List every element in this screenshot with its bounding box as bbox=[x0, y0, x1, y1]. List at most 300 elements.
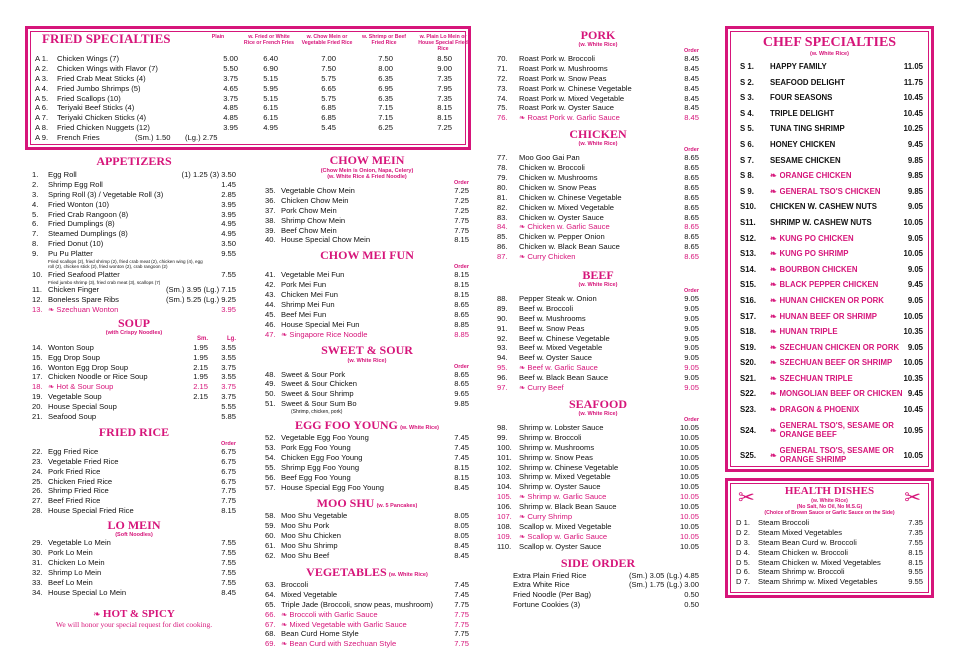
item-code: 25. bbox=[32, 476, 43, 486]
chow-mein-list bbox=[265, 180, 469, 245]
item-name: House Special Lo Mein bbox=[48, 587, 127, 597]
menu-item bbox=[497, 242, 699, 252]
item-price-lg: 3.55 bbox=[221, 342, 236, 352]
item-code: 44. bbox=[265, 300, 276, 310]
item-name: Beef Lo Mein bbox=[48, 577, 93, 587]
item-name: Shrimp Egg Roll bbox=[48, 179, 103, 189]
item-code: 75. bbox=[497, 103, 508, 113]
item-price: 9.05 bbox=[907, 264, 923, 274]
item-price: 7.75 bbox=[454, 599, 469, 609]
item-price: 7.25 bbox=[454, 205, 469, 215]
menu-item bbox=[265, 600, 469, 610]
item-name: Curry Chicken bbox=[527, 252, 576, 262]
health-right-figure-icon: ✂ bbox=[904, 487, 921, 509]
item-price: 10.45 bbox=[903, 405, 923, 415]
item-name: Fried Crab Meat Sticks (4) bbox=[57, 73, 146, 83]
menu-item bbox=[265, 330, 469, 340]
item-name: Bean Curd with Szechuan Style bbox=[289, 639, 397, 649]
item-price: 9.05 bbox=[684, 303, 699, 313]
item-name: SHRIMP W. CASHEW NUTS bbox=[770, 217, 872, 227]
item-code: 34. bbox=[32, 587, 43, 597]
menu-item bbox=[32, 249, 236, 259]
item-code: S 3. bbox=[740, 93, 754, 103]
seafood-list bbox=[497, 417, 699, 552]
item-code: 74. bbox=[497, 93, 508, 103]
item-code: 81. bbox=[497, 192, 508, 202]
item-price: 10.45 bbox=[903, 93, 923, 103]
item-price: 7.35 bbox=[908, 527, 923, 537]
menu-item bbox=[497, 580, 699, 590]
item-price: 3.50 bbox=[221, 239, 236, 249]
side-order-list bbox=[497, 571, 699, 611]
column-3 bbox=[497, 28, 699, 610]
item-code: 55. bbox=[265, 462, 276, 472]
item-price: 8.65 bbox=[454, 300, 469, 310]
menu-item bbox=[497, 492, 699, 502]
item-code: 53. bbox=[265, 443, 276, 453]
item-price: 10.05 bbox=[679, 521, 699, 531]
order-label: Order bbox=[684, 147, 699, 154]
item-code: 70. bbox=[497, 54, 508, 63]
item-name: Wonton Egg Drop Soup bbox=[48, 362, 129, 372]
item-price: 7.25 bbox=[454, 186, 469, 195]
item-name: Spring Roll (3) / Vegetable Roll (3) bbox=[48, 189, 164, 199]
item-code: 35. bbox=[265, 186, 276, 195]
menu-item bbox=[32, 200, 236, 210]
item-name: Seafood Soup bbox=[48, 412, 97, 422]
menu-item bbox=[32, 457, 236, 467]
order-label: Order bbox=[684, 288, 699, 295]
hot-pepper-icon: ❧ bbox=[770, 171, 777, 181]
item-price: 8.45 bbox=[454, 482, 469, 492]
fried-col-header: w. Plain Lo Mein or House Special Fried Rice bbox=[418, 34, 468, 52]
item-price: 8.45 bbox=[684, 93, 699, 103]
item-code: 5. bbox=[32, 209, 39, 219]
item-price: 8.15 bbox=[454, 290, 469, 300]
item-name: Shrimp w. Oyster Sauce bbox=[519, 482, 601, 492]
item-price: 7.95 bbox=[437, 83, 452, 93]
menu-item bbox=[32, 412, 236, 422]
chef-item bbox=[740, 340, 923, 356]
item-code: S20. bbox=[740, 358, 757, 368]
item-code: 11. bbox=[32, 285, 42, 295]
item-price-sm: 2.15 bbox=[193, 362, 208, 372]
soup-title: SOUP bbox=[117, 315, 150, 330]
item-price: 3.95 bbox=[223, 123, 238, 133]
item-price: 6.15 bbox=[263, 103, 278, 113]
item-code: S 8. bbox=[740, 171, 754, 181]
menu-item bbox=[265, 620, 469, 630]
menu-item bbox=[32, 363, 236, 373]
item-price: 6.75 bbox=[221, 456, 236, 466]
item-name: Beef w. Broccoli bbox=[519, 303, 574, 313]
menu-item bbox=[497, 463, 699, 473]
item-code: 95. bbox=[497, 363, 508, 373]
item-code: 106. bbox=[497, 502, 512, 512]
fried-col-header: w. Fried or White Rice or French Fries bbox=[243, 34, 295, 46]
item-price: 8.15 bbox=[454, 462, 469, 472]
hot-pepper-icon: ❧ bbox=[770, 264, 777, 274]
item-code: S15. bbox=[740, 280, 757, 290]
item-name: Shrimp w. Broccoli bbox=[519, 432, 582, 442]
item-price: 7.45 bbox=[454, 589, 469, 599]
item-code: 86. bbox=[497, 242, 508, 252]
item-name: Moo Shu Pork bbox=[281, 521, 330, 531]
item-price: 7.75 bbox=[454, 609, 469, 619]
item-code: 90. bbox=[497, 313, 508, 323]
item-price: 8.65 bbox=[684, 163, 699, 173]
item-name: Scallop w. Garlic Sauce bbox=[527, 531, 608, 541]
item-price: 7.55 bbox=[221, 538, 236, 548]
item-price: 3.95 bbox=[221, 199, 236, 209]
item-name: Vegetable Fried Rice bbox=[48, 456, 119, 466]
item-name: Chicken w. Garlic Sauce bbox=[527, 222, 610, 232]
item-code: 13. bbox=[32, 304, 43, 314]
item-price: 9.85 bbox=[907, 186, 923, 196]
chef-specialties-box bbox=[725, 26, 934, 472]
menu-item bbox=[497, 522, 699, 532]
seafood-sub: (w. White Rice) bbox=[578, 410, 618, 417]
item-price: 7.35 bbox=[437, 93, 452, 103]
menu-item bbox=[265, 379, 469, 389]
item-name: HUNAN CHICKEN OR PORK bbox=[779, 295, 884, 305]
menu-item bbox=[497, 193, 699, 203]
item-code: 73. bbox=[497, 83, 508, 93]
menu-item bbox=[736, 577, 923, 587]
item-code: 40. bbox=[265, 235, 276, 245]
item-code: S19. bbox=[740, 342, 757, 352]
menu-item bbox=[32, 477, 236, 487]
chef-item bbox=[740, 215, 923, 231]
item-code: A 3. bbox=[35, 73, 49, 83]
item-price: (Sm.) 5.25 (Lg.) 9.25 bbox=[165, 295, 236, 305]
item-price: 10.05 bbox=[903, 358, 923, 368]
item-code: A 8. bbox=[35, 123, 49, 133]
item-code: 88. bbox=[497, 294, 508, 304]
seafood-title: SEAFOOD bbox=[568, 396, 627, 411]
menu-item bbox=[497, 64, 699, 74]
menu-item bbox=[497, 383, 699, 393]
hot-spicy-legend bbox=[32, 608, 236, 620]
item-price: 1.45 bbox=[221, 179, 236, 189]
fried-rice-list bbox=[32, 441, 236, 516]
item-price: 7.75 bbox=[454, 629, 469, 639]
item-name: Beef w. Snow Peas bbox=[519, 323, 585, 333]
item-name: Scallop w. Oyster Sauce bbox=[519, 541, 602, 551]
item-name: Roast Pork w. Mushrooms bbox=[519, 63, 608, 73]
moo-shu-title: MOO SHU bbox=[316, 496, 375, 511]
item-name: Moo Shu Beef bbox=[281, 551, 330, 561]
item-code: S12. bbox=[740, 233, 757, 243]
menu-item bbox=[32, 558, 236, 568]
hot-pepper-icon: ❧ bbox=[281, 639, 288, 649]
chef-item bbox=[740, 75, 923, 91]
menu-item bbox=[32, 382, 236, 392]
item-price-lg: 3.55 bbox=[221, 372, 236, 382]
item-code: 63. bbox=[265, 579, 276, 589]
item-price: 9.05 bbox=[684, 323, 699, 333]
column-1 bbox=[32, 153, 236, 629]
item-name: Teriyaki Chicken Sticks (4) bbox=[57, 113, 147, 123]
menu-item bbox=[265, 370, 469, 380]
item-name: House Special Mei Fun bbox=[281, 319, 360, 329]
item-code: 36. bbox=[265, 195, 276, 205]
health-sub-1: (w. White Rice) bbox=[811, 498, 848, 504]
item-price: 7.75 bbox=[454, 619, 469, 629]
menu-item bbox=[497, 423, 699, 433]
diet-note: We will honor your special request for diet cooking. bbox=[55, 619, 213, 629]
chef-item bbox=[740, 262, 923, 278]
chef-item bbox=[740, 168, 923, 184]
item-price: 9.55 bbox=[221, 249, 236, 259]
item-price: 10.05 bbox=[679, 432, 699, 442]
vegetables-header bbox=[265, 565, 469, 580]
item-name: Curry Shrimp bbox=[527, 511, 573, 521]
item-price: 6.85 bbox=[321, 113, 336, 123]
soup-col-headers bbox=[32, 336, 236, 343]
menu-item bbox=[497, 213, 699, 223]
item-price: (1) 1.25 (3) 3.50 bbox=[181, 170, 236, 179]
item-price: 10.05 bbox=[679, 462, 699, 472]
menu-item bbox=[32, 548, 236, 558]
menu-item bbox=[497, 512, 699, 522]
menu-item bbox=[497, 153, 699, 163]
item-price: 10.05 bbox=[679, 482, 699, 492]
item-name: Sweet & Sour Chicken bbox=[281, 379, 357, 389]
item-price: 10.05 bbox=[679, 531, 699, 541]
item-name: Chicken Fried Rice bbox=[48, 476, 113, 486]
chef-item bbox=[740, 355, 923, 371]
fried-specialties-box bbox=[25, 26, 471, 150]
item-name: Sweet & Sour Sum Bo bbox=[281, 399, 357, 409]
menu-item bbox=[497, 94, 699, 104]
item-code: 26. bbox=[32, 486, 43, 496]
menu-item bbox=[32, 568, 236, 578]
item-price: (Sm.) 3.95 (Lg.) 7.15 bbox=[165, 285, 236, 295]
item-code: 65. bbox=[265, 599, 276, 609]
moo-shu-header bbox=[265, 496, 469, 511]
item-price: 9.05 bbox=[684, 294, 699, 304]
menu-item bbox=[497, 203, 699, 213]
order-label: Order bbox=[454, 180, 469, 186]
item-name: Fried Donut (10) bbox=[48, 239, 104, 249]
item-code: 16. bbox=[32, 362, 43, 372]
item-name: Moo Goo Gai Pan bbox=[519, 153, 580, 163]
item-name: Curry Beef bbox=[527, 383, 564, 393]
hot-pepper-icon: ❧ bbox=[770, 249, 777, 259]
item-code: 62. bbox=[265, 551, 276, 561]
item-name: Chicken Noodle or Rice Soup bbox=[48, 372, 148, 382]
item-name: Wonton Soup bbox=[48, 342, 94, 352]
hot-pepper-icon: ❧ bbox=[770, 425, 777, 435]
item-code: 28. bbox=[32, 506, 43, 516]
item-code: 23. bbox=[32, 456, 43, 466]
item-code: 89. bbox=[497, 303, 508, 313]
item-code: 66. bbox=[265, 609, 276, 619]
item-code: A 6. bbox=[35, 103, 49, 113]
menu-item bbox=[497, 54, 699, 64]
order-label: Order bbox=[221, 440, 236, 447]
menu-item bbox=[32, 295, 236, 305]
lo-mein-list bbox=[32, 538, 236, 597]
menu-item bbox=[497, 343, 699, 353]
item-price: 10.05 bbox=[679, 452, 699, 462]
hot-spicy-label: HOT & SPICY bbox=[102, 607, 175, 620]
menu-item bbox=[32, 538, 236, 548]
item-price: 8.65 bbox=[684, 252, 699, 262]
item-code: 42. bbox=[265, 280, 276, 290]
item-name: Shrimp Lo Mein bbox=[48, 567, 102, 577]
item-code: 56. bbox=[265, 472, 276, 482]
item-price: 7.75 bbox=[454, 225, 469, 235]
item-name: TUNA TING SHRIMP bbox=[770, 124, 845, 134]
lo-mein-title: LO MEIN bbox=[107, 518, 161, 533]
item-price: 8.15 bbox=[221, 506, 236, 516]
item-price: 5.45 bbox=[321, 123, 336, 133]
item-name: Beef Fried Rice bbox=[48, 496, 101, 506]
item-code: 2. bbox=[32, 179, 39, 189]
item-name: Egg Fried Rice bbox=[48, 446, 99, 456]
item-name: Chicken w. Black Bean Sauce bbox=[519, 242, 620, 252]
chef-item bbox=[740, 59, 923, 75]
item-price-lg: 3.75 bbox=[221, 392, 236, 402]
item-price: 4.65 bbox=[223, 83, 238, 93]
order-label: Order bbox=[684, 416, 699, 423]
item-code: 7. bbox=[32, 229, 39, 239]
item-price: 5.50 bbox=[223, 63, 238, 73]
item-code: 29. bbox=[32, 538, 43, 548]
item-code: 39. bbox=[265, 225, 276, 235]
vegetables-list bbox=[265, 580, 469, 649]
menu-item bbox=[32, 305, 236, 315]
item-price: 8.45 bbox=[684, 73, 699, 83]
hot-pepper-icon: ❧ bbox=[770, 373, 777, 383]
hot-pepper-icon: ❧ bbox=[770, 280, 777, 290]
item-code: 18. bbox=[32, 382, 43, 392]
menu-item bbox=[32, 229, 236, 239]
item-price: 8.45 bbox=[684, 54, 699, 63]
hot-pepper-icon: ❧ bbox=[770, 311, 777, 321]
item-price: 6.35 bbox=[378, 73, 393, 83]
item-price: 8.85 bbox=[454, 329, 469, 339]
item-code: D 1. bbox=[736, 518, 750, 527]
item-price: 7.55 bbox=[221, 577, 236, 587]
item-name: SEAFOOD DELIGHT bbox=[770, 77, 845, 87]
item-name: Fried Jumbo Shrimps (5) bbox=[57, 83, 141, 93]
item-code: 19. bbox=[32, 392, 43, 402]
menu-item bbox=[265, 521, 469, 531]
item-code: D 4. bbox=[736, 547, 750, 557]
hot-pepper-icon: ❧ bbox=[770, 233, 777, 243]
item-name: HUNAN TRIPLE bbox=[779, 327, 838, 337]
item-name: Moo Shu Vegetable bbox=[281, 511, 348, 521]
fried-col-header: w. Chow Mein or Vegetable Fried Rice bbox=[301, 34, 353, 46]
item-name: Pu Pu Platter bbox=[48, 249, 93, 259]
item-name: Steam Chicken w. Broccoli bbox=[758, 547, 848, 557]
menu-item bbox=[497, 252, 699, 262]
item-price: 6.40 bbox=[263, 54, 278, 63]
item-price: 7.15 bbox=[378, 103, 393, 113]
appetizers-list bbox=[32, 170, 236, 315]
item-code: S13. bbox=[740, 249, 757, 259]
item-name: HONEY CHICKEN bbox=[770, 139, 836, 149]
item-price: 7.35 bbox=[908, 518, 923, 527]
item-code: 93. bbox=[497, 343, 508, 353]
item-price: 8.65 bbox=[684, 153, 699, 163]
item-code: 60. bbox=[265, 531, 276, 541]
sweet-sour-title: SWEET & SOUR bbox=[321, 342, 413, 357]
item-code: 30. bbox=[32, 548, 43, 558]
item-code: 85. bbox=[497, 232, 508, 242]
item-code: 96. bbox=[497, 373, 508, 383]
egg-foo-young-list bbox=[265, 433, 469, 492]
item-name: HAPPY FAMILY bbox=[770, 62, 827, 71]
item-name: CHICKEN W. CASHEW NUTS bbox=[770, 202, 877, 212]
item-price: 8.45 bbox=[221, 587, 236, 597]
item-price: 6.35 bbox=[378, 93, 393, 103]
item-name: Roast Pork w. Chinese Vegetable bbox=[519, 83, 632, 93]
item-name: Shrimp w. Black Bean Sauce bbox=[519, 502, 617, 512]
item-price: 9.05 bbox=[684, 363, 699, 373]
menu-item bbox=[497, 363, 699, 373]
fried-headers bbox=[203, 34, 468, 52]
item-price: 6.85 bbox=[321, 103, 336, 113]
item-code: 33. bbox=[32, 577, 43, 587]
item-name: Roast Pork w. Snow Peas bbox=[519, 73, 607, 83]
item-price: 9.05 bbox=[907, 233, 923, 243]
item-code: 47. bbox=[265, 329, 276, 339]
item-price: 7.45 bbox=[454, 579, 469, 589]
chef-item bbox=[740, 137, 923, 153]
item-name: Shrimp w. Garlic Sauce bbox=[527, 492, 607, 502]
item-name: Chicken w. Chinese Vegetable bbox=[519, 192, 622, 202]
item-price: 9.05 bbox=[907, 202, 923, 212]
chef-item bbox=[740, 90, 923, 106]
item-price: 6.65 bbox=[321, 83, 336, 93]
item-price: 7.55 bbox=[221, 567, 236, 577]
item-price: 4.85 bbox=[223, 113, 238, 123]
item-price: (Sm.) 1.75 (Lg.) 3.00 bbox=[628, 580, 699, 590]
item-code: 107. bbox=[497, 511, 512, 521]
chef-item bbox=[740, 309, 923, 325]
item-code: 32. bbox=[32, 567, 43, 577]
item-price: 4.95 bbox=[263, 123, 278, 133]
item-name: Shrimp Egg Foo Young bbox=[281, 462, 360, 472]
item-price: 10.05 bbox=[679, 492, 699, 502]
item-code: 4. bbox=[32, 199, 39, 209]
item-name: Moo Shu Shrimp bbox=[281, 541, 338, 551]
item-name: BOURBON CHICKEN bbox=[779, 264, 858, 274]
chow-mein-title: CHOW MEIN bbox=[329, 153, 405, 167]
chef-item bbox=[740, 121, 923, 137]
menu-item bbox=[265, 629, 469, 639]
item-price-sm: 2.15 bbox=[193, 382, 208, 392]
item-price: 7.45 bbox=[454, 452, 469, 462]
item-name: Broccoli bbox=[281, 579, 309, 589]
beef-sub: (w. White Rice) bbox=[578, 282, 618, 289]
fried-item bbox=[35, 74, 467, 84]
item-price: 4.95 bbox=[221, 219, 236, 229]
item-name: Pork Lo Mein bbox=[48, 548, 93, 558]
item-name: Steam Shrimp w. Broccoli bbox=[758, 567, 845, 577]
item-name: GENERAL TSO'S, SESAME OR ORANGE SHRIMP bbox=[779, 446, 894, 465]
item-code: 105. bbox=[497, 492, 512, 502]
menu-item bbox=[736, 518, 923, 528]
item-price-sm: 1.95 bbox=[193, 352, 208, 362]
item-code: 103. bbox=[497, 472, 512, 482]
menu-item bbox=[32, 285, 236, 295]
item-code: 41. bbox=[265, 270, 276, 280]
